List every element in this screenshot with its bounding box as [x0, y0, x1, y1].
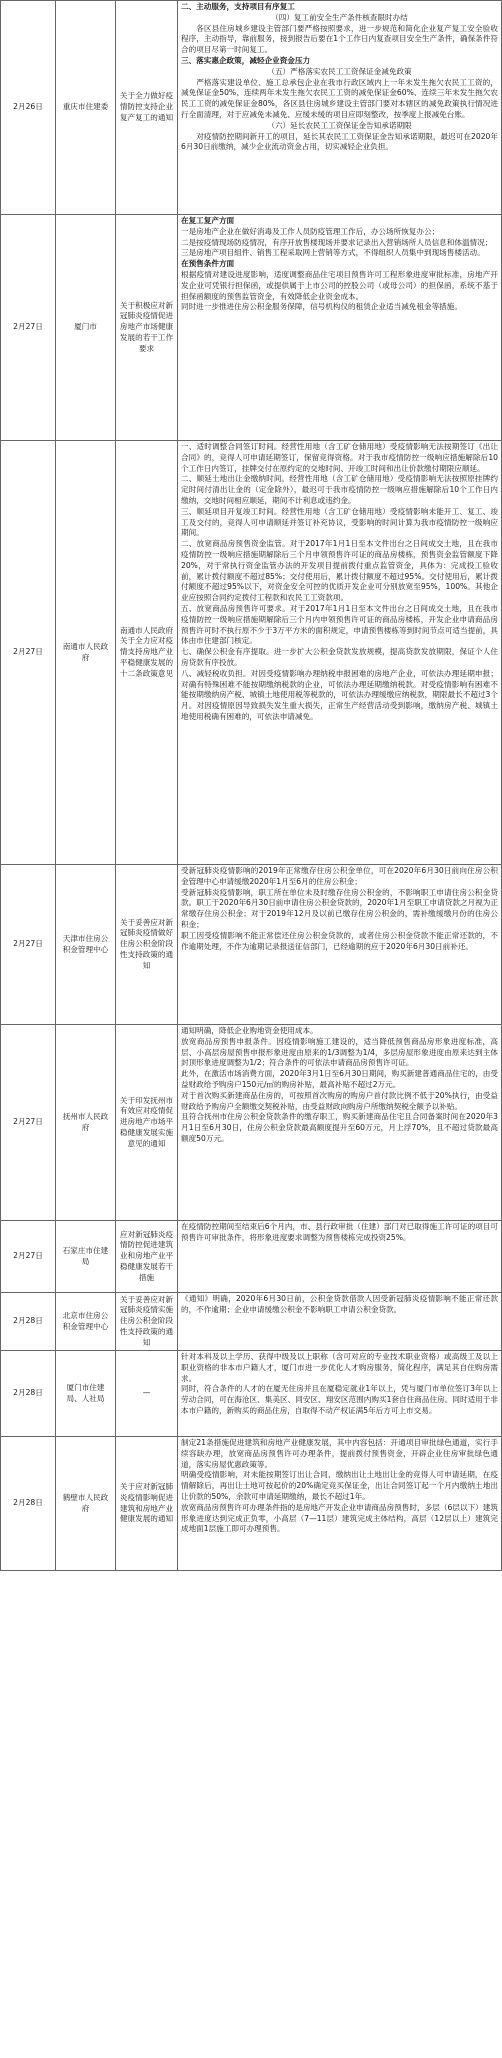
- policy-content-cell: [178, 865, 502, 1025]
- content-paragraph: 三、顺延项目开复竣工时间。经营性用地（含工矿仓储用地）受疫情影响未能开工、复工、竣工及交付的，竞得人可申请顺延并签订补充协议，受影响的时间计算为我市疫情防控一级响应期间。: [181, 506, 498, 538]
- date-cell: 2月27日: [1, 441, 56, 865]
- region-cell: 厦门市住建局、人社局: [56, 1351, 116, 1437]
- content-paragraph: 五、放宽商品房预售许可要求。对于2017年1月1日至本文件出台之日间成交土地，且在我市疫情防控一级响应措施期解除后三个月内申领预售许可证的商品房楼栋，开发企业申请商品房预售许可时不执行原不少于3万平方米的面积规定，申请预售楼栋等到时间节点可适当提前，具体由市住建部门核定。: [181, 603, 498, 646]
- table-row: [1, 1437, 502, 1571]
- content-paragraph: 二、放宽商品房预售资金监管。对于2017年1月1日至本文件出台之日间成交土地，且在我市疫情防控一级响应措施期解除后三个月申领预售许可证的商品房楼栋，预售资金监管额度下降20%，对于常执行资金监管办法的开发项目提前拨付重点监管资金，具体为：完成投工验收前，累计拨付额度不超过85%；交付使用后，累计拨付额度不超过95%。交付使用后，累计拨付额度不超过95%以下，对资金安全可控的优质开发企业可分别放宽至95%，100%。其他企业应按照合同约定拨付工程款和农民工工资款项。: [181, 539, 498, 603]
- content-paragraph: 根据疫情对建设进度影响，适度调整商品住宅项目预售许可工程形象进度审批标准，房地产开发企业可凭银行担保函，或提供属于上市公司的控股公司（或母公司）的担保函，系统不基于担保函额度的预售监管资金，有效降低企业资金成本。: [181, 269, 498, 301]
- policy-title-cell: 应对新冠肺炎疫情防控促进建筑业和房地产业平稳健康发展若干措施: [116, 1221, 178, 1293]
- date-cell: 2月28日: [1, 1437, 56, 1571]
- content-paragraph: 二、顺延土地出让金缴纳时间。经营性用地（含工矿仓储用地）受疫情影响无法按照原挂牌约定时间付清出让金的（定金除外），最迟可于我市疫情防控一级响应措施解除后10个工作日内缴纳，交地时间相应顺延，期间不计利息或违约金。: [181, 474, 498, 505]
- region-cell: 鹤壁市人民政府: [56, 1437, 116, 1571]
- region-cell: 石家庄市住建局: [56, 1221, 116, 1293]
- content-paragraph: 此外，在激活市场消费方面，2020年3月1日至6月30日期间，购买新建普通商品住宅的，由受益财政给予购房户150元/㎡的购房补贴，最高补贴不超过2万元。: [181, 1069, 498, 1089]
- content-paragraph: 对疫情防控期间新开工的项目，延长其农民工工资保证金告知承诺期限，最迟可在2020年6月30日前缴纳，减少企业流动资金占用，切实减轻企业负担。: [181, 131, 498, 152]
- content-paragraph: 三、落实惠企政策，减轻企业资金压力: [181, 55, 311, 65]
- content-paragraph: 受新冠肺炎疫情影响的2019年正常缴存住房公积金单位，可在2020年6月30日前向住房公积金管理中心申请缓缴2020年1月至6月的住房公积金；: [181, 866, 498, 886]
- date-cell: 2月26日: [1, 1, 56, 215]
- policy-title-cell: 关于妥善应对新冠肺炎疫情做好住房公积金阶段性支持政策的通知: [116, 865, 178, 1025]
- content-paragraph: 明确受疫情影响，对未能按期签订出让合同、缴纳出让土地出让金的竞得人可申请延期，在疫情解除后，再出让土地可按起价的20%确定竞买保证金，出让合同签订起一个月内缴纳土地出让价款的50%，余款可申请延期缴纳，最长不超过1年。: [181, 1470, 498, 1501]
- content-paragraph: 职工因受疫情影响不能正常偿还住房公积金贷款的，或者住房公积金贷款不能正常还款的，不作逾期处理，不作为逾期记录报送征信部门，已经逾期的应于2020年6月30日前补还。: [181, 930, 498, 951]
- table-row: [1, 1221, 502, 1293]
- policy-title-cell: 关于积极应对新冠肺炎疫情促进房地产市场健康发展的若干工作要求: [116, 215, 178, 441]
- table-row: [1, 1351, 502, 1437]
- policy-title-cell: 关于妥善应对新冠肺炎疫情实施住房公积金阶段性支持政策的通知: [116, 1293, 178, 1351]
- content-paragraph: 严格落实建设单位、施工总承包企业在我市行政区域内上一年未发生拖欠农民工工资的，减免保证金50%、连续两年未发生拖欠农民工工资的减免保证金60%、连续三年未发生拖欠农民工工资的减免保证金80%，各区县住房城乡建设主管部门要对本辖区的减免政策执行情况进行全面清理，对于应减免未减免、应缓未缓的项目应即刻整改，按季度上报减免台账。: [181, 77, 498, 119]
- content-paragraph: 且符合抚州市住房公积金贷款条件的缴存职工，购买新建商品住宅且合同备案时间在2020年3月1日至6月30日，住房公积金贷款最高额度提升至60万元，月上浮70%，且不超过贷款最高额度50万元。: [181, 1112, 498, 1143]
- region-cell: 天津市住房公积金管理中心: [56, 865, 116, 1025]
- policy-title-cell: 南通市人民政府关于全力应对疫情支持房地产业平稳健康发展的十二条政策意见: [116, 441, 178, 865]
- region-cell: 南通市人民政府: [56, 441, 116, 865]
- policy-title-cell: 关于全力做好疫情防控支持企业复产复工的通知: [116, 1, 178, 215]
- content-paragraph: 一、适时调整合同签订时间。经营性用地（含工矿仓储用地）受疫情影响无法按期签订《出让合同》的，竞得人可申请延期签订，保留竞得资格。对于我市疫情防控一级响应措施解除后10个工作日内签订，挂牌交付在原约定的交地时间、开竣工时间和出让价款缴付期限应顺延。: [181, 442, 498, 473]
- content-paragraph: 放宽商品房预售申报条件。因疫情影响施工建设的，适当降低预售商品房形象进度标准，高层、小高层房屋预售申报形象进度由原来的1/3调整为1/4，多层房屋形象进度由原来达到主体封顶形象进度调整为1/2；符合条件的可依法申请商品房预售许可证。: [181, 1036, 498, 1068]
- policy-title-cell: 关于应对新冠肺炎疫情影响促进建筑和房地产业健康发展的通知: [116, 1437, 178, 1571]
- policy-content-cell: [178, 1437, 502, 1571]
- content-paragraph: 制定21条措施促进建筑和房地产业健康发展，其中内容包括：开通项目审批绿色通道，实行手续容缺办理，放宽商品房预售许可办理条件，提前拨付预售资金，开辟企业住房审批绿色通道，落实房屋优惠政策等。: [181, 1438, 498, 1469]
- content-paragraph: 在疫情防控期间至结束后6个月内，市、县行政审批（住建）部门对已取得施工许可证的项目可预售许可审批条件，将形象进度要求调整为预售楼栋完成投资25%。: [181, 1222, 498, 1242]
- table-row: [1, 1025, 502, 1221]
- content-paragraph: 三是房地产项目組件、销售工程采取网上营销等方式，不得组织人员集中到现场售楼活动。: [181, 248, 485, 258]
- content-paragraph: 受新冠肺炎疫情影响，职工所在单位未及时缴存住房公积金的，不影响职工申请住房公积金贷款。职工于2020年6月30日前申请住房公积金贷款的，2020年1月至职工申请贷款之月视为正常缴存住房公积金；对于2019年12月及以前已缴存住房公积金的，需补缴缓缴月份的住房公积金；: [181, 887, 498, 929]
- table-row: [1, 865, 502, 1025]
- content-paragraph: 二是按疫情现场防疫情况，有序开放售楼现场并要求记录出入营销场所人员信息和体温情况；: [181, 237, 493, 247]
- date-cell: 2月28日: [1, 1351, 56, 1437]
- policy-title-cell: 关于印发抚州市有效应对疫情促进房地产市场平稳健康发展实施意见的通知: [116, 1025, 178, 1221]
- region-cell: 抚州市人民政府: [56, 1025, 116, 1221]
- policy-content-cell: [178, 1, 502, 215]
- policy-content-cell: [178, 1221, 502, 1293]
- region-cell: 重庆市住建委: [56, 1, 116, 215]
- policy-content-cell: [178, 1293, 502, 1351]
- date-cell: 2月27日: [1, 865, 56, 1025]
- content-paragraph: 七、确保公积金有序提取。进一步扩大公积金贷款发放规模，提高贷款发放期限，保证个人住房贷款有序投放。: [181, 647, 498, 667]
- policy-title-cell: —: [116, 1351, 178, 1437]
- content-paragraph: 通知明确，降低企业购地资金使用成本。: [181, 1026, 318, 1035]
- policy-content-cell: [178, 1025, 502, 1221]
- region-cell: 北京市住房公积金管理中心: [56, 1293, 116, 1351]
- date-cell: 2月27日: [1, 1221, 56, 1293]
- content-paragraph: 在预售条件方面: [181, 259, 235, 269]
- region-cell: 厦门市: [56, 215, 116, 441]
- content-paragraph: 二、主动服务，支持项目有序复工: [181, 2, 295, 11]
- content-paragraph: 同时，符合条件的人才的在厦无住房并且在厦稳定就业1年以上，凭与厦门市单位签订3年以上劳动合同，可在海沧区、集美区、同安区、翔安区范围内购买1套自住商品住房。同时适用于非本市户籍的，新购买的商品住房，自取得不动产权证满5年后方可上市交易。: [181, 1384, 498, 1415]
- content-paragraph: 八、减轻税收负担。对因受疫情影响办理纳税申报困难的房地产企业，可依法办理延期申报；对确有特殊困难不能按期缴纳税款的企业，可依法办理延期缴纳税款。对受疫情影响有困难不能按期缴纳房产税、城镇土地使用税等税款的，可依法办理缓缴应纳税款，期限最长不超过3个月。对因疫情原因导致损失发生重大损失，正常生产经营活动受到影响，缴纳房产税、城镇土地使用税确有困难的，可依法申请减免。: [181, 668, 498, 721]
- content-paragraph: 同时进一步推进住房公积金服务保障，信号机构仪的租赁企业适当减免租金等措施。: [181, 302, 462, 312]
- table-row: [1, 215, 502, 441]
- date-cell: 2月27日: [1, 1025, 56, 1221]
- content-paragraph: 放宽商品房预售许可办理条件指的是房地产开发企业申请商品房预售时，多层（6层以下）建筑形象进度达到完成正负零，小高层（7—11层）建筑完成主体结构，高层（12层以上）建筑完成地面1层施工即可办理预售。: [181, 1502, 498, 1534]
- content-paragraph: （四）复工前安全生产条件核查限时办结: [271, 12, 408, 22]
- date-cell: 2月27日: [1, 215, 56, 441]
- content-paragraph: （六）延长农民工工资保证金告知承诺期限: [267, 120, 412, 130]
- table-row: [1, 1293, 502, 1351]
- content-paragraph: 在复工复产方面: [181, 216, 235, 225]
- policy-content-cell: [178, 1351, 502, 1437]
- policy-table-body: [1, 1, 502, 1571]
- policy-content-cell: [178, 441, 502, 865]
- table-row: [1, 441, 502, 865]
- table-row: [1, 1, 502, 215]
- content-paragraph: 对于首次购买新建商品住房的，可按照首次购房的购房户首付款比例不低于20%执行，由受益财政给予购房户全额缴交契税补贴，由受益财政向购房户所缴纳契税全额予以补贴。: [181, 1090, 498, 1111]
- content-paragraph: 针对本科及以上学历、获得中级及以上职称（含可对应的专业技术职业资格）或高级工及以上职业资格的非本市户籍人才，厦门市进一步优化人才购房服务，简化程序，满足其自住购房需求。: [181, 1352, 498, 1383]
- policy-content-cell: [178, 215, 502, 441]
- content-paragraph: 《通知》明确，2020年6月30日前，公积金贷款借款人因受新冠肺炎疫情影响不能正常还款的，不作逾期；企业申请缓缴公积金不影响职工申请公积金贷款。: [181, 1294, 498, 1314]
- content-paragraph: 各区县住房城乡建设主管部门要严格按照要求，进一步规范和简化企业复产复工安全验收程序，主动指导，靠前服务，接到报告后要在1个工作日内复查项目安全生产条件，确保条件符合的项目尽第一时间复工。: [181, 23, 498, 55]
- date-cell: 2月28日: [1, 1293, 56, 1351]
- content-paragraph: 一是房地产企业在做好消毒及工作人员防疫管理工作后，办公场所恢复办公；: [181, 226, 440, 236]
- content-paragraph: （五）严格落实农民工工资保证金减免政策: [267, 66, 412, 76]
